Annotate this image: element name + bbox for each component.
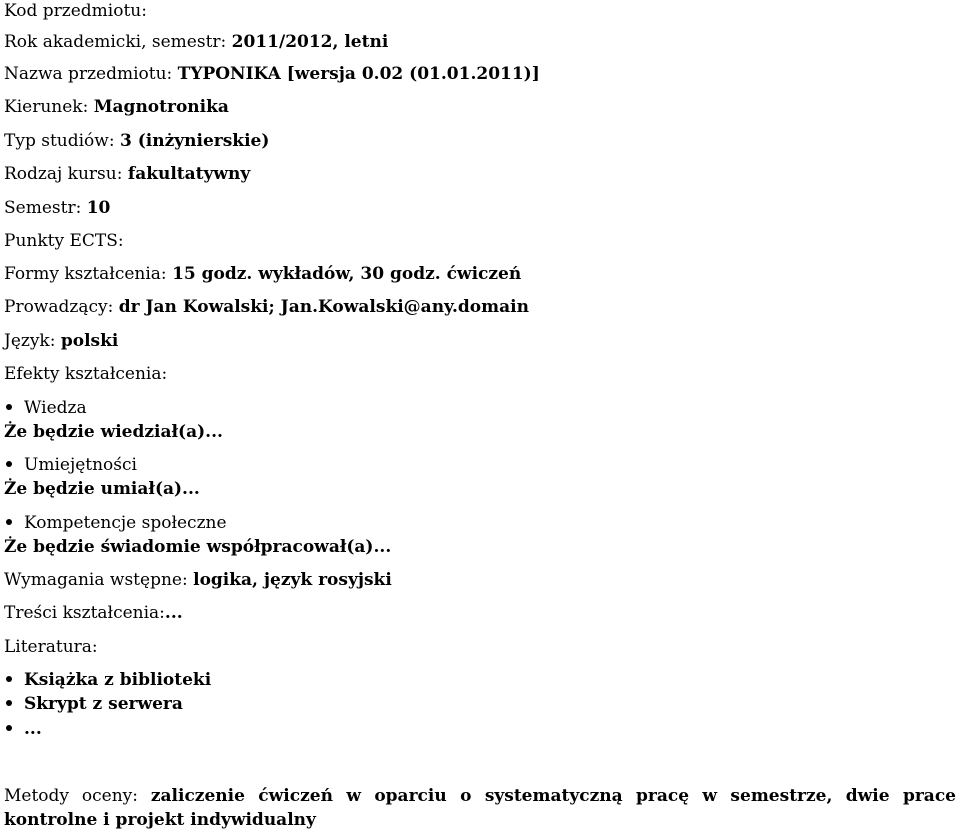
field-label: Kierunek:	[4, 97, 89, 117]
bullet-icon	[6, 461, 12, 467]
field-label: Efekty kształcenia:	[4, 364, 168, 384]
field-typ	[4, 130, 269, 152]
efekt-text: Że będzie świadomie współpracował(a)...	[4, 537, 392, 557]
list-item	[4, 512, 227, 534]
field-label: Wymagania wstępne:	[4, 570, 188, 590]
field-label: Literatura:	[4, 637, 98, 657]
list-item	[4, 454, 137, 476]
field-label: Metody oceny:	[4, 786, 138, 806]
field-label: Język:	[4, 331, 56, 351]
bullet-icon	[6, 676, 12, 682]
field-value: zaliczenie ćwiczeń w oparciu o systematyczną pracę w semestrze, dwie prace kontrolne i projekt indywidualny	[4, 786, 956, 830]
field-value: ...	[164, 603, 183, 623]
efekt-description	[4, 478, 200, 500]
efekt-text: Że będzie wiedział(a)...	[4, 422, 223, 442]
list-item	[4, 669, 211, 691]
field-tresci	[4, 602, 183, 624]
field-label: Typ studiów:	[4, 131, 115, 151]
list-item	[4, 718, 42, 740]
efekt-category: Wiedza	[24, 398, 87, 418]
field-value: 10	[86, 198, 111, 218]
field-ects	[4, 230, 124, 252]
field-kod	[4, 0, 147, 22]
bullet-icon	[6, 725, 12, 731]
field-wymagania	[4, 569, 392, 591]
efekt-text: Że będzie umiał(a)...	[4, 479, 200, 499]
field-nazwa	[4, 63, 540, 85]
bullet-icon	[6, 404, 12, 410]
literature-item: Skrypt z serwera	[24, 694, 183, 714]
efekt-category: Umiejętności	[24, 455, 137, 475]
field-semestr	[4, 197, 110, 219]
field-value: fakultatywny	[127, 164, 251, 184]
field-rodzaj	[4, 163, 250, 185]
field-value: logika, język rosyjski	[193, 570, 392, 590]
field-label: Punkty ECTS:	[4, 231, 124, 251]
bullet-icon	[6, 519, 12, 525]
bullet-icon	[6, 700, 12, 706]
field-prowadzacy	[4, 296, 529, 318]
field-value: polski	[60, 331, 119, 351]
efekt-category: Kompetencje społeczne	[24, 513, 227, 533]
field-label: Kod przedmiotu:	[4, 1, 147, 21]
literature-item: ...	[24, 719, 42, 739]
literature-item: Książka z biblioteki	[24, 670, 212, 690]
field-efekty	[4, 363, 167, 385]
field-jezyk	[4, 330, 118, 352]
field-value: TYPONIKA [wersja 0.02 (01.01.2011)]	[177, 64, 540, 84]
list-item	[4, 693, 183, 715]
field-label: Prowadzący:	[4, 297, 114, 317]
list-item	[4, 397, 87, 419]
field-value: dr Jan Kowalski; Jan.Kowalski@any.domain	[118, 297, 529, 317]
field-label: Rok akademicki, semestr:	[4, 32, 227, 52]
efekt-description	[4, 421, 223, 443]
field-formy	[4, 263, 521, 285]
field-label: Rodzaj kursu:	[4, 164, 123, 184]
field-value: 2011/2012, letni	[231, 32, 389, 52]
field-value: 3 (inżynierskie)	[119, 131, 270, 151]
field-label: Treści kształcenia:	[4, 603, 165, 623]
field-value: Magnotronika	[93, 97, 229, 117]
field-literatura	[4, 636, 98, 658]
field-label: Semestr:	[4, 198, 82, 218]
field-label: Nazwa przedmiotu:	[4, 64, 173, 84]
field-metody	[4, 784, 956, 832]
field-kierunek	[4, 96, 229, 118]
field-label: Formy kształcenia:	[4, 264, 167, 284]
field-rok	[4, 31, 388, 53]
field-value: 15 godz. wykładów, 30 godz. ćwiczeń	[172, 264, 522, 284]
efekt-description	[4, 536, 391, 558]
